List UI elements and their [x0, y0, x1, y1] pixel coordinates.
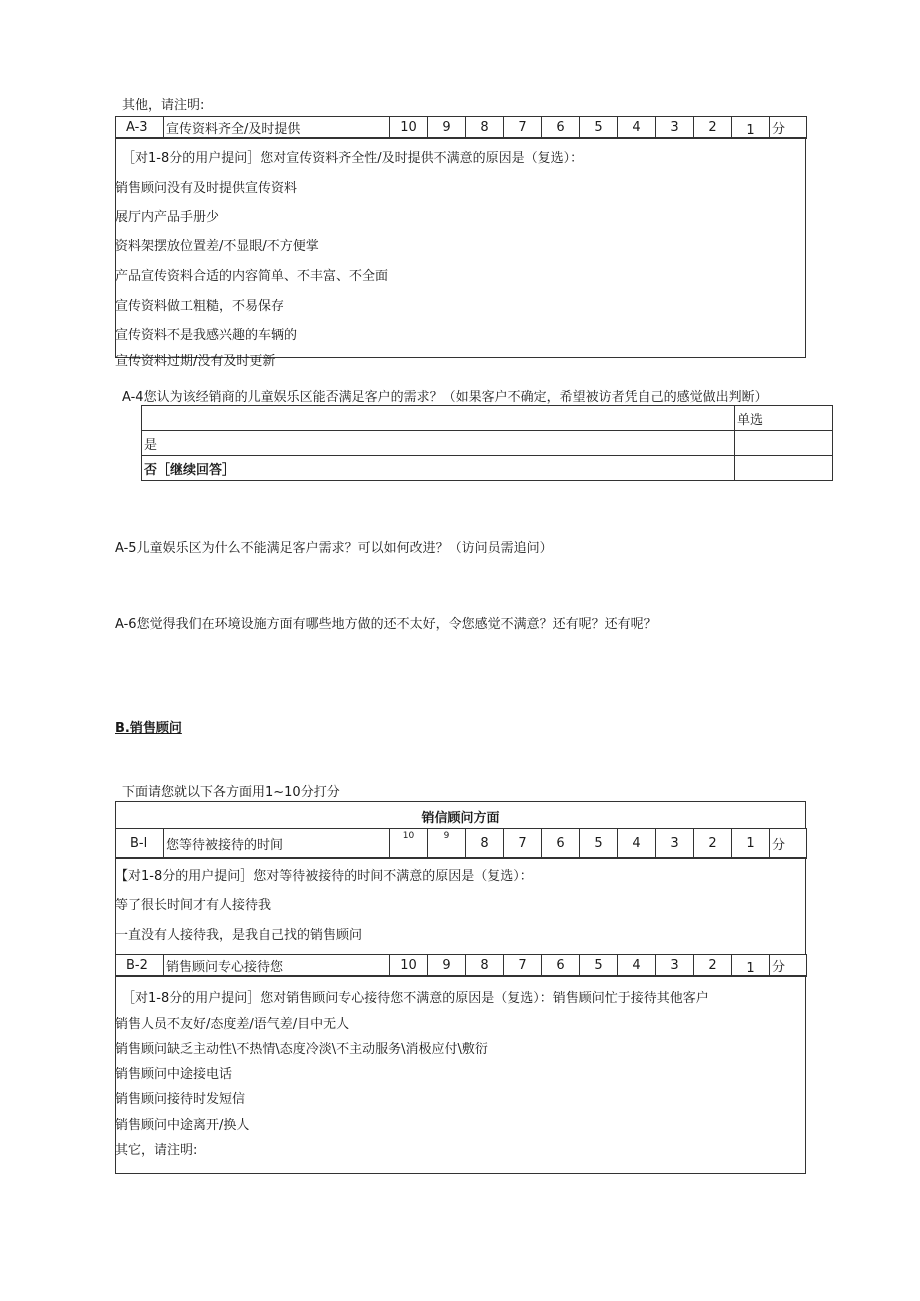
b2-score-3[interactable]: 3 — [656, 955, 694, 977]
b2-option-1[interactable]: 销售人员不友好/态度差/语气差/目中无人 — [115, 1017, 350, 1032]
b2-option-2[interactable]: 销售顾问缺乏主动性\不热情\态度冷淡\不主动服务\消极应付\敷衍 — [115, 1042, 488, 1057]
a3-option-7[interactable]: 宣传资料过期/没有及时更新 — [115, 354, 276, 369]
b1-option-1[interactable]: 等了很长时间才有人接待我 — [115, 898, 272, 913]
b1-score-2[interactable]: 2 — [694, 829, 732, 859]
a3-label: 宣传资料齐全/及时提供 — [164, 117, 390, 139]
a4-option-yes-check[interactable] — [735, 431, 833, 456]
a3-score-6[interactable]: 6 — [542, 117, 580, 139]
b2-option-3[interactable]: 销售顾问中途接电话 — [115, 1067, 233, 1082]
b2-unit: 分 — [770, 955, 807, 977]
a4-choice-table — [141, 405, 833, 481]
a3-option-5[interactable]: 宣传资料做工粗糙，不易保存 — [115, 299, 285, 314]
a3-score-7[interactable]: 7 — [504, 117, 542, 139]
b1-score-row — [115, 828, 807, 859]
b2-code: B-2 — [116, 955, 164, 977]
b1-score-7[interactable]: 7 — [504, 829, 542, 859]
a3-score-1[interactable]: 1 — [732, 117, 770, 139]
a3-followup-question: ［对1-8分的用户提问］您对宣传资料齐全性/及时提供不满意的原因是（复选）： — [122, 151, 584, 166]
a3-score-8[interactable]: 8 — [466, 117, 504, 139]
a4-header-blank — [142, 406, 735, 431]
a3-score-3[interactable]: 3 — [656, 117, 694, 139]
a3-score-4[interactable]: 4 — [618, 117, 656, 139]
a4-option-no: 否［继续回答］ — [142, 456, 735, 481]
b2-option-other[interactable]: 其它，请注明: — [115, 1143, 198, 1158]
b1-score-6[interactable]: 6 — [542, 829, 580, 859]
a3-followup-content — [115, 140, 805, 369]
a5-question: A-5儿童娱乐区为什么不能满足客户需求？可以如何改进？（访问员需追问） — [115, 541, 553, 556]
b2-option-5[interactable]: 销售顾问中途离开/换人 — [115, 1118, 250, 1133]
section-b-heading: B.销售顾问 — [115, 721, 182, 736]
b2-score-5[interactable]: 5 — [580, 955, 618, 977]
b1-option-2[interactable]: 一直没有人接待我，是我自己找的销售顾问 — [115, 928, 363, 943]
b2-score-6[interactable]: 6 — [542, 955, 580, 977]
b2-followup-question: ［对1-8分的用户提问］您对销售顾问专心接待您不满意的原因是（复选）：销售顾问忙于接待其他客户 — [122, 991, 709, 1006]
section-b-intro: 下面请您就以下各方面用1~10分打分 — [122, 785, 340, 800]
a3-score-10[interactable]: 10 — [390, 117, 428, 139]
b2-score-row — [115, 954, 807, 977]
a3-score-5[interactable]: 5 — [580, 117, 618, 139]
b1-score-10[interactable]: 10 — [390, 829, 428, 859]
b1-score-4[interactable]: 4 — [618, 829, 656, 859]
b2-option-4[interactable]: 销售顾问接待时发短信 — [115, 1092, 246, 1107]
b2-score-4[interactable]: 4 — [618, 955, 656, 977]
b2-score-8[interactable]: 8 — [466, 955, 504, 977]
b2-score-2[interactable]: 2 — [694, 955, 732, 977]
a3-score-2[interactable]: 2 — [694, 117, 732, 139]
b-table-title: 销信顾问方面 — [421, 811, 500, 826]
b2-label: 销售顾问专心接待您 — [164, 955, 390, 977]
b1-followup-question: 【对1-8分的用户提问］您对等待被接待的时间不满意的原因是（复选）： — [115, 869, 533, 884]
b1-score-8[interactable]: 8 — [466, 829, 504, 859]
a4-option-yes: 是 — [142, 431, 735, 456]
a3-option-3[interactable]: 资料架摆放位置差/不显眼/不方便掌 — [115, 239, 319, 254]
a3-option-4[interactable]: 产品宣传资料合适的内容简单、不丰富、不全面 — [115, 269, 389, 284]
a3-score-row — [115, 116, 807, 139]
a6-question: A-6您觉得我们在环境设施方面有哪些地方做的还不太好，令您感觉不满意？还有呢？还有呢？ — [115, 617, 657, 632]
b2-score-7[interactable]: 7 — [504, 955, 542, 977]
a3-option-6[interactable]: 宣传资料不是我感兴趣的车辆的 — [115, 328, 298, 343]
a3-option-2[interactable]: 展厅内产品手册少 — [115, 210, 220, 225]
a3-option-1[interactable]: 销售顾问没有及时提供宣传资料 — [115, 181, 298, 196]
b2-score-1[interactable]: 1 — [732, 955, 770, 977]
b1-score-5[interactable]: 5 — [580, 829, 618, 859]
a3-unit: 分 — [770, 117, 807, 139]
b1-score-3[interactable]: 3 — [656, 829, 694, 859]
a4-col-header: 单选 — [735, 406, 833, 431]
b1-score-9[interactable]: 9 — [428, 829, 466, 859]
b1-score-1[interactable]: 1 — [732, 829, 770, 859]
a3-code: A-3 — [116, 117, 164, 139]
b2-score-9[interactable]: 9 — [428, 955, 466, 977]
b1-label: 您等待被接待的时间 — [164, 829, 390, 859]
a4-question: A-4您认为该经销商的儿童娱乐区能否满足客户的需求？（如果客户不确定，希望被访者凭自己的感觉做出判断） — [122, 390, 768, 405]
b1-code: B-l — [116, 829, 164, 859]
other-note: 其他，请注明: — [122, 98, 205, 113]
a4-option-no-check[interactable] — [735, 456, 833, 481]
b2-score-10[interactable]: 10 — [390, 955, 428, 977]
b1-unit: 分 — [770, 829, 807, 859]
a3-score-9[interactable]: 9 — [428, 117, 466, 139]
